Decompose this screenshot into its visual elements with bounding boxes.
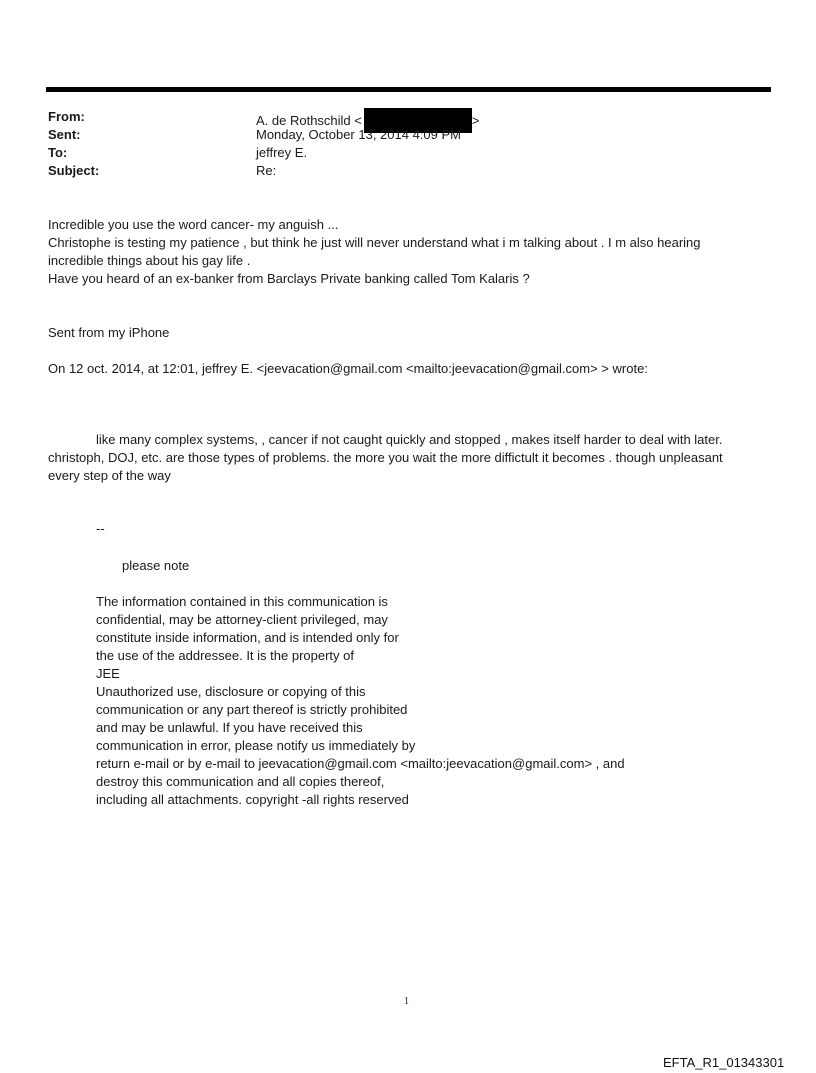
body-line-2: Christophe is testing my patience , but think he just will never understand what i m talking about . I m also hearing bbox=[48, 235, 701, 250]
disclaimer-line: JEE bbox=[96, 666, 120, 681]
disclaimer-line: including all attachments. copyright -all rights reserved bbox=[96, 792, 409, 807]
mobile-signature: Sent from my iPhone bbox=[48, 325, 170, 340]
disclaimer-line: return e-mail or by e-mail to jeevacation@gmail.com <mailto:jeevacation@gmail.com> , and bbox=[96, 756, 625, 771]
sent-value: Monday, October 13, 2014 4:09 PM bbox=[256, 127, 461, 142]
header-rule bbox=[46, 87, 771, 92]
quoted-line-1: like many complex systems, , cancer if not caught quickly and stopped , makes itself harder to deal with later. bbox=[96, 432, 723, 447]
please-note: please note bbox=[122, 558, 190, 573]
to-value: jeffrey E. bbox=[256, 145, 308, 160]
bates-number: EFTA_R1_01343301 bbox=[663, 1055, 785, 1070]
disclaimer-line: and may be unlawful. If you have received this bbox=[96, 720, 363, 735]
page-number: 1 bbox=[404, 996, 409, 1007]
disclaimer-line: Unauthorized use, disclosure or copying of this bbox=[96, 684, 366, 699]
sent-label: Sent: bbox=[48, 127, 81, 142]
to-label: To: bbox=[48, 145, 68, 160]
disclaimer-line: destroy this communication and all copies thereof, bbox=[96, 774, 385, 789]
body-line-4: Have you heard of an ex-banker from Barclays Private banking called Tom Kalaris ? bbox=[48, 271, 530, 286]
disclaimer-line: The information contained in this communication is bbox=[96, 594, 388, 609]
quoted-line-3: every step of the way bbox=[48, 468, 171, 483]
from-tail: > bbox=[471, 113, 480, 128]
subject-label: Subject: bbox=[48, 163, 100, 178]
disclaimer-line: communication or any part thereof is strictly prohibited bbox=[96, 702, 408, 717]
from-label: From: bbox=[48, 109, 85, 124]
quote-intro: On 12 oct. 2014, at 12:01, jeffrey E. <jeevacation@gmail.com <mailto:jeevacation@gmail.com> > wrote: bbox=[48, 361, 648, 376]
disclaimer-line: confidential, may be attorney-client privileged, may bbox=[96, 612, 388, 627]
disclaimer-line: constitute inside information, and is intended only for bbox=[96, 630, 399, 645]
subject-value: Re: bbox=[256, 163, 277, 178]
from-sender: A. de Rothschild < bbox=[256, 113, 362, 128]
body-line-3: incredible things about his gay life . bbox=[48, 253, 251, 268]
disclaimer-line: communication in error, please notify us immediately by bbox=[96, 738, 416, 753]
body-line-1: Incredible you use the word cancer- my anguish ... bbox=[48, 217, 339, 232]
quoted-line-2: christoph, DOJ, etc. are those types of problems. the more you wait the more diffictult it becomes . though unpleasant bbox=[48, 450, 723, 465]
disclaimer-line: the use of the addressee. It is the property of bbox=[96, 648, 354, 663]
signature-dashes: -- bbox=[96, 521, 105, 536]
